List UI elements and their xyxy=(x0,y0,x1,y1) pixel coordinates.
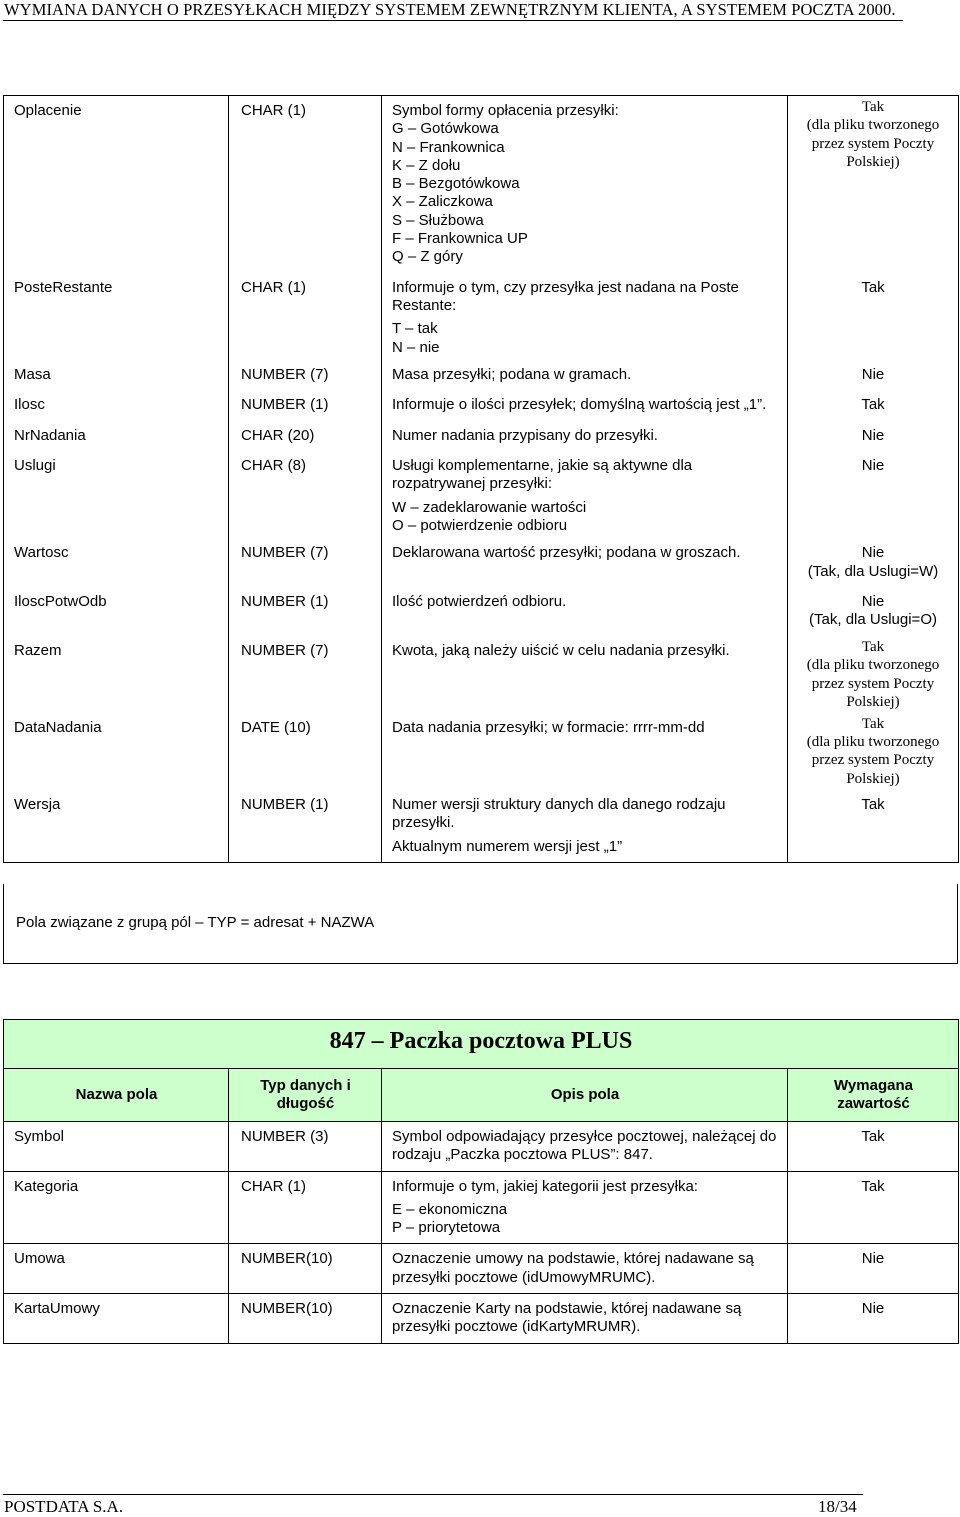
field-name: IloscPotwOdb xyxy=(4,587,229,636)
field-description: Numer nadania przypisany do przesyłki. xyxy=(382,421,788,451)
field-name: PosteRestante xyxy=(4,273,229,360)
field-type: CHAR (1) xyxy=(229,96,382,273)
field-description: Oznaczenie Karty na podstawie, której nadawane są przesyłki pocztowe (idKartyMRUMR). xyxy=(382,1294,788,1344)
footer-company: POSTDATA S.A. xyxy=(4,1497,124,1516)
field-required: Tak xyxy=(788,273,959,360)
table-row xyxy=(4,1244,959,1294)
field-type: NUMBER (3) xyxy=(229,1122,382,1172)
table-row xyxy=(4,273,959,360)
table-row xyxy=(4,360,959,390)
header-rule xyxy=(3,20,903,21)
column-header-required: Wymagana zawartość xyxy=(788,1069,959,1122)
group-note-text: Pola związane z grupą pól – TYP = adresat + NAZWA xyxy=(16,914,375,931)
table-header-row xyxy=(4,1069,959,1122)
table-row xyxy=(4,451,959,538)
field-description: Symbol formy opłacenia przesyłki: G – Gotówkowa N – Frankownica K – Z dołu B – Bezgotówkowa X – Zaliczkowa S – Służbowa F – Frankownica UP Q – Z góry xyxy=(382,96,788,273)
field-name: Kategoria xyxy=(4,1171,229,1244)
field-required: Nie xyxy=(788,360,959,390)
column-header-name: Nazwa pola xyxy=(4,1069,229,1122)
field-required: Tak xyxy=(788,1171,959,1244)
table-row xyxy=(4,96,959,273)
field-type: CHAR (1) xyxy=(229,1171,382,1244)
field-required: Tak xyxy=(788,790,959,862)
field-type: NUMBER(10) xyxy=(229,1294,382,1344)
field-type: NUMBER (1) xyxy=(229,790,382,862)
field-required: Nie xyxy=(788,1244,959,1294)
field-description: Masa przesyłki; podana w gramach. xyxy=(382,360,788,390)
field-type: NUMBER (1) xyxy=(229,587,382,636)
field-name: Wartosc xyxy=(4,538,229,587)
table-row xyxy=(4,790,959,862)
field-description: Informuje o ilości przesyłek; domyślną wartością jest „1”. xyxy=(382,390,788,420)
table-row xyxy=(4,713,959,791)
field-name: Uslugi xyxy=(4,451,229,538)
field-required: Tak (dla pliku tworzonego przez system Poczty Polskiej) xyxy=(788,713,959,791)
document-header-title: WYMIANA DANYCH O PRZESYŁKACH MIĘDZY SYSTEMEM ZEWNĘTRZNYM KLIENTA, A SYSTEMEM POCZTA 2000. xyxy=(4,0,896,19)
table-row xyxy=(4,1294,959,1344)
field-required: Nie xyxy=(788,451,959,538)
field-type: NUMBER (1) xyxy=(229,390,382,420)
table-row xyxy=(4,1122,959,1172)
field-name: Wersja xyxy=(4,790,229,862)
field-description: Oznaczenie umowy na podstawie, której nadawane są przesyłki pocztowe (idUmowyMRUMC). xyxy=(382,1244,788,1294)
field-description: Deklarowana wartość przesyłki; podana w groszach. xyxy=(382,538,788,587)
field-type: NUMBER (7) xyxy=(229,538,382,587)
field-type: NUMBER (7) xyxy=(229,636,382,713)
field-description: Usługi komplementarne, jakie są aktywne dla rozpatrywanej przesyłki: W – zadeklarowanie wartości O – potwierdzenie odbioru xyxy=(382,451,788,538)
field-name: NrNadania xyxy=(4,421,229,451)
field-description: Informuje o tym, czy przesyłka jest nadana na Poste Restante: T – tak N – nie xyxy=(382,273,788,360)
paczka-plus-table xyxy=(3,1019,959,1344)
column-header-type: Typ danych i długość xyxy=(229,1069,382,1122)
field-description: Data nadania przesyłki; w formacie: rrrr-mm-dd xyxy=(382,713,788,791)
field-required: Tak (dla pliku tworzonego przez system Poczty Polskiej) xyxy=(788,636,959,713)
footer-page-number: 18/34 xyxy=(818,1497,857,1516)
field-name: Symbol xyxy=(4,1122,229,1172)
field-name: Ilosc xyxy=(4,390,229,420)
field-required: Tak xyxy=(788,390,959,420)
table-row xyxy=(4,1171,959,1244)
field-required: Tak (dla pliku tworzonego przez system Poczty Polskiej) xyxy=(788,96,959,273)
field-name: DataNadania xyxy=(4,713,229,791)
field-description: Informuje o tym, jakiej kategorii jest przesyłka: E – ekonomiczna P – priorytetowa xyxy=(382,1171,788,1244)
table-title-row xyxy=(4,1020,959,1069)
table-row xyxy=(4,538,959,587)
field-type: CHAR (1) xyxy=(229,273,382,360)
table-row xyxy=(4,390,959,420)
field-type: CHAR (20) xyxy=(229,421,382,451)
field-name: Oplacenie xyxy=(4,96,229,273)
field-name: Masa xyxy=(4,360,229,390)
footer-rule xyxy=(3,1494,863,1495)
table-title: 847 – Paczka pocztowa PLUS xyxy=(4,1020,959,1069)
column-header-description: Opis pola xyxy=(382,1069,788,1122)
field-type: NUMBER (7) xyxy=(229,360,382,390)
field-required: Tak xyxy=(788,1122,959,1172)
field-required: Nie xyxy=(788,421,959,451)
field-required: Nie (Tak, dla Uslugi=O) xyxy=(788,587,959,636)
field-description: Symbol odpowiadający przesyłce pocztowej, należącej do rodzaju „Paczka pocztowa PLUS”: 847. xyxy=(382,1122,788,1172)
field-spec-table xyxy=(3,95,959,863)
field-name: Razem xyxy=(4,636,229,713)
field-description: Kwota, jaką należy uiścić w celu nadania przesyłki. xyxy=(382,636,788,713)
field-description: Numer wersji struktury danych dla danego rodzaju przesyłki. Aktualnym numerem wersji jest „1” xyxy=(382,790,788,862)
field-name: KartaUmowy xyxy=(4,1294,229,1344)
field-name: Umowa xyxy=(4,1244,229,1294)
field-description: Ilość potwierdzeń odbioru. xyxy=(382,587,788,636)
field-type: NUMBER(10) xyxy=(229,1244,382,1294)
field-type: DATE (10) xyxy=(229,713,382,791)
field-required: Nie (Tak, dla Uslugi=W) xyxy=(788,538,959,587)
field-required: Nie xyxy=(788,1294,959,1344)
field-type: CHAR (8) xyxy=(229,451,382,538)
table-row xyxy=(4,636,959,713)
group-note-box xyxy=(3,884,958,964)
table-row xyxy=(4,587,959,636)
table-row xyxy=(4,421,959,451)
